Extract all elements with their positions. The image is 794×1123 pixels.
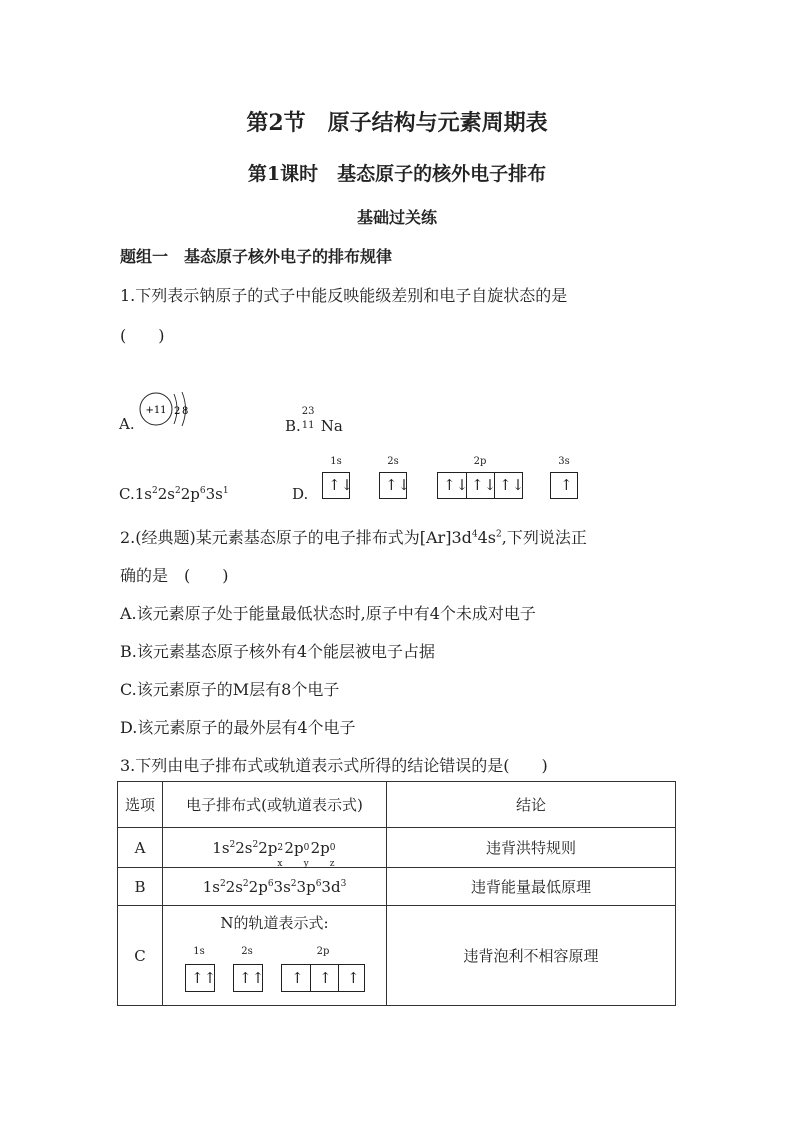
config-term: 3s <box>205 485 223 503</box>
orbital-box-2p <box>437 472 523 499</box>
table-row <box>118 828 676 868</box>
q2-stem-part: 2.(经典题)某元素基态原子的电子排布式为[Ar]3d <box>120 528 472 547</box>
practice-title: 基础过关练 <box>356 208 437 227</box>
orbital-label: 1s <box>193 946 205 957</box>
q1-option-c <box>119 485 229 503</box>
electron-arrows: ↑ <box>319 969 332 987</box>
orbital-box-2s <box>379 472 411 499</box>
orbital-box-2p <box>281 964 365 992</box>
electron-arrows: ↑↑ <box>191 969 217 987</box>
config-exp: 6 <box>199 486 206 496</box>
q2-stem-line2: 确的是 ( ) <box>120 566 229 585</box>
element-symbol: Na <box>320 417 343 435</box>
cell-divider <box>338 965 339 991</box>
electron-arrows: ↑ <box>291 969 304 987</box>
electron-arrows: ↑↓ <box>471 476 497 494</box>
electron-arrows: ↑↓ <box>499 476 525 494</box>
q2-exp: 4 <box>471 529 478 540</box>
q1-paren: ( ) <box>120 326 165 345</box>
orbital-label: 2p <box>316 946 330 957</box>
config-exp: 2 <box>174 486 181 496</box>
config-exp: 2 <box>151 486 158 496</box>
orbital-label: 2s <box>387 456 399 467</box>
row-conclusion: 违背能量最低原理 <box>387 868 676 906</box>
config-term: 2p <box>180 485 200 503</box>
lesson-title: 第1课时 基态原子的核外电子排布 <box>247 163 547 185</box>
q2-option-b: B.该元素基态原子核外有4个能层被电子占据 <box>120 642 436 661</box>
row-option: B <box>118 868 163 906</box>
q2-stem <box>120 525 587 548</box>
q2-stem-part: ,下列说法正 <box>501 528 587 547</box>
row-conclusion: 违背泡利不相容原理 <box>387 906 676 1006</box>
q1-stem: 1.下列表示钠原子的式子中能反映能级差别和电子自旋状态的是 <box>120 286 568 305</box>
group1-heading: 题组一 基态原子核外电子的排布规律 <box>120 247 393 266</box>
orbital-box-1s <box>322 472 354 499</box>
config-term: 1s <box>134 485 152 503</box>
q1-option-d-label: D. <box>292 485 309 503</box>
electron-arrows: ↑↓ <box>385 476 411 494</box>
table-row <box>118 906 676 1006</box>
atom-structure-diagram <box>136 388 196 436</box>
electron-arrows: ↑↓ <box>443 476 469 494</box>
electron-arrows: ↑↓ <box>328 476 354 494</box>
row-formula: $1s^22s^22p$ 2 x 2p 0 y 2p 0 z <box>163 828 387 868</box>
q1-option-b-label: B. <box>285 417 301 435</box>
orbital-label: 2p <box>473 456 487 467</box>
electron-arrows: ↑↑ <box>239 969 265 987</box>
n-orbital-caption: N的轨道表示式: <box>220 914 329 932</box>
row-option: A <box>118 828 163 868</box>
q3-stem: 3.下列由电子排布式或轨道表示式所得的结论错误的是( ) <box>120 756 548 775</box>
electron-arrows: ↑ <box>560 476 573 494</box>
shell-2-count: 8 <box>182 406 189 417</box>
atomic-number: 11 <box>301 420 315 431</box>
config-term: 2s <box>157 485 175 503</box>
table-header-row <box>118 782 676 828</box>
q2-option-d: D.该元素原子的最外层有4个电子 <box>120 718 356 737</box>
cell-divider <box>310 965 311 991</box>
q2-stem-part: 4s <box>477 528 496 547</box>
q2-exp: 2 <box>496 529 502 540</box>
q3-table <box>117 781 676 1006</box>
q1-option-b <box>285 406 343 435</box>
table-row <box>118 868 676 906</box>
orbital-box-1s <box>185 964 215 992</box>
orbital-box-2s <box>233 964 263 992</box>
mass-number: 23 <box>301 406 315 417</box>
row-conclusion: 违背洪特规则 <box>387 828 676 868</box>
n-orbital-cell <box>163 906 386 1002</box>
nuclide-notation <box>301 406 321 433</box>
header-conclusion: 结论 <box>387 782 676 828</box>
shell-1-count: 2 <box>174 406 181 417</box>
header-option: 选项 <box>118 782 163 828</box>
q2-option-c: C.该元素原子的M层有8个电子 <box>120 680 340 699</box>
orbital-label: 3s <box>558 456 570 467</box>
row-formula <box>163 906 387 1006</box>
orbital-label: 2s <box>241 946 253 957</box>
row-formula: $1s^22s^22p^63s^23p^63d^3$ <box>163 868 387 906</box>
electron-arrows: ↑ <box>347 969 360 987</box>
orbital-box-3s <box>550 472 578 499</box>
orbital-label: 1s <box>330 456 342 467</box>
q2-option-a: A.该元素原子处于能量最低状态时,原子中有4个未成对电子 <box>120 604 536 623</box>
q1-option-c-label: C. <box>119 485 135 503</box>
header-formula: 电子排布式(或轨道表示式) <box>163 782 387 828</box>
nucleus-charge: +11 <box>145 405 167 416</box>
section-title: 第2节 原子结构与元素周期表 <box>246 110 548 136</box>
q1-option-a-label: A. <box>119 415 135 433</box>
row-option: C <box>118 906 163 1006</box>
config-exp: 1 <box>222 486 229 496</box>
